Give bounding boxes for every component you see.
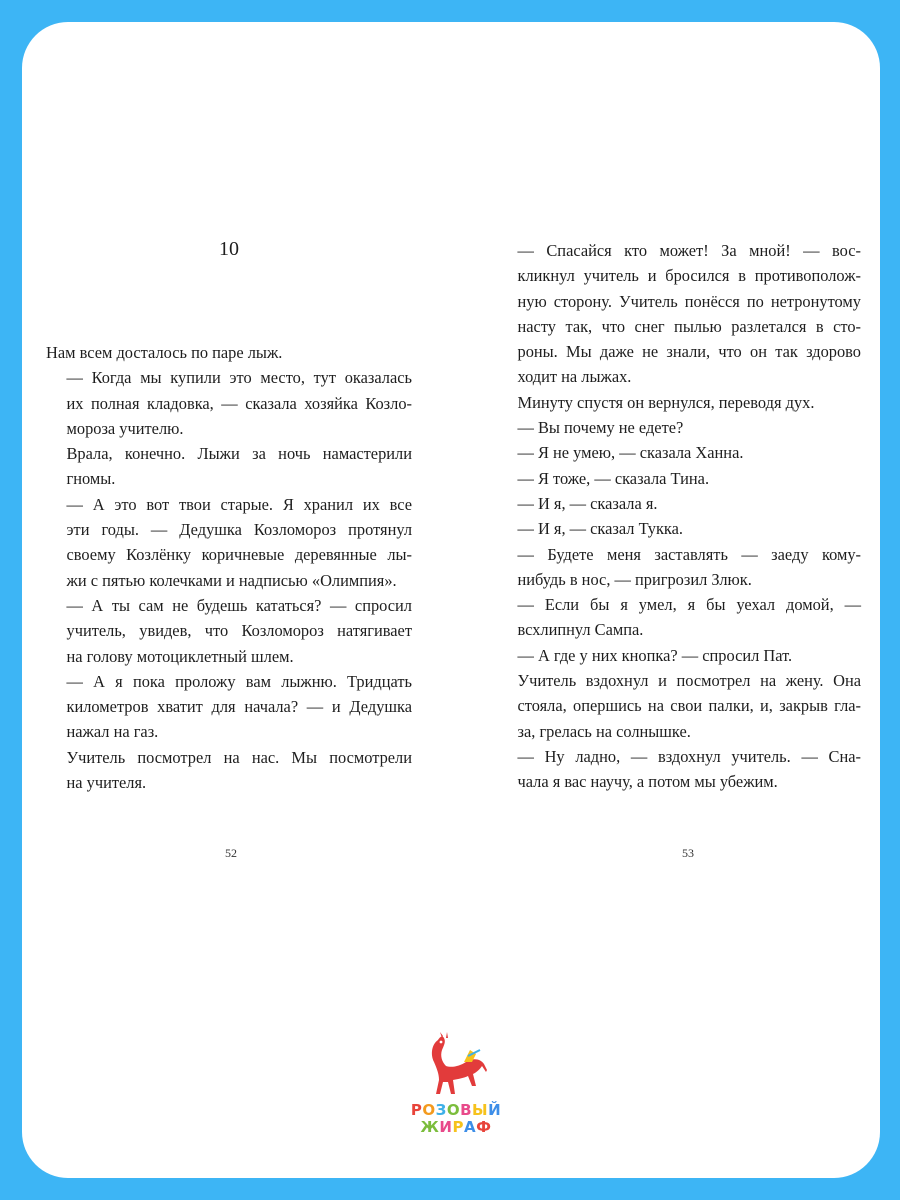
text-line: — А это вот твои старые. Я хранил их все [66, 494, 412, 514]
publisher-logo [406, 1032, 506, 1142]
paragraph [46, 745, 412, 796]
left-page-text [46, 340, 412, 795]
text-line: — Ну ладно, — вздохнул учитель. — Сна- [517, 746, 861, 766]
text-line: — И я, — сказала я. [517, 493, 658, 513]
text-line: нажал на газ. [66, 722, 159, 742]
text-line: своему Козлёнку коричневые деревянные лы- [66, 545, 412, 565]
text-line: на учителя. [66, 773, 147, 793]
text-line: — А ты сам не будешь кататься? — спросил [66, 595, 412, 615]
paragraph [497, 440, 861, 465]
paragraph [497, 390, 861, 415]
text-line: — А я пока проложу вам лыжню. Тридцать [66, 671, 412, 691]
text-line: насту так, что снег пылью разлетался в сто- [517, 316, 861, 336]
text-line: ную сторону. Учитель понёсся по нетронутому [517, 291, 861, 311]
text-line: — Вы почему не едете? [517, 418, 684, 438]
paragraph [497, 592, 861, 643]
paragraph [46, 593, 412, 669]
right-page-text [497, 238, 861, 795]
page-number-left: 52 [225, 846, 237, 860]
text-line: — Я не умею, — сказала Ханна. [517, 443, 744, 463]
text-line: кликнул учитель и бросился в противополож- [517, 266, 861, 286]
text-line: эти годы. — Дедушка Козломороз протянул [66, 520, 412, 540]
logo-text-line1: РОЗОВЫЙ [410, 1101, 502, 1119]
text-line: — Я тоже, — сказала Тина. [517, 468, 710, 488]
text-line: — А где у них кнопка? — спросил Пат. [517, 645, 793, 665]
text-line: учитель, увидев, что Козломороз натягивает [66, 621, 412, 641]
paragraph [497, 238, 861, 390]
text-line: всхлипнул Сампа. [517, 620, 644, 640]
text-line: нибудь в нос, — пригрозил Злюк. [517, 569, 752, 589]
text-line: Учитель вздохнул и посмотрел на жену. Она [517, 671, 861, 691]
paragraph [497, 643, 861, 668]
paragraph [46, 669, 412, 745]
text-line: мороза учителю. [66, 418, 184, 438]
text-line: — И я, — сказал Тукка. [517, 519, 684, 539]
paragraph [497, 542, 861, 593]
text-line: — Если бы я умел, я бы уехал домой, — [517, 595, 861, 615]
page-number-right: 53 [682, 846, 694, 860]
paragraph [497, 668, 861, 744]
paragraph [497, 491, 861, 516]
text-line: ходит на лыжах. [517, 367, 632, 387]
chapter-number: 10 [219, 238, 239, 260]
text-line: Учитель посмотрел на нас. Мы посмотрели [66, 747, 412, 767]
text-line: километров хватит для начала? — и Дедушка [66, 697, 412, 717]
paragraph [46, 365, 412, 441]
text-line: гномы. [66, 469, 116, 489]
giraffe-icon [424, 1032, 488, 1100]
text-line: за, грелась на солнышке. [517, 721, 691, 741]
text-line: чала я вас научу, а потом мы убежим. [517, 772, 778, 792]
logo-text-line2: ЖИРАФ [420, 1118, 492, 1136]
text-line: — Будете меня заставлять — заеду кому- [517, 544, 861, 564]
paragraph [46, 492, 412, 593]
paragraph [497, 466, 861, 491]
book-spread [22, 22, 880, 1178]
paragraph [46, 441, 412, 492]
text-line: — Спасайся кто может! За мной! — вос- [517, 241, 861, 260]
text-line: Нам всем досталось по паре лыж. [46, 343, 283, 362]
paragraph [497, 516, 861, 541]
paragraph [497, 415, 861, 440]
text-line: на голову мотоциклетный шлем. [66, 646, 294, 666]
text-line: жи с пятью колечками и надписью «Олимпия». [66, 570, 397, 590]
text-line: Минуту спустя он вернулся, переводя дух. [517, 392, 815, 412]
paragraph [46, 340, 412, 365]
text-line: Врала, конечно. Лыжи за ночь намастерили [66, 444, 412, 464]
text-line: их полная кладовка, — сказала хозяйка Козло- [66, 393, 412, 413]
paragraph [497, 744, 861, 795]
text-line: роны. Мы даже не знали, что он так здорово [517, 342, 861, 362]
text-line: — Когда мы купили это место, тут оказалась [66, 368, 412, 388]
text-line: стояла, опершись на свои палки, и, закрыв гла- [517, 696, 861, 716]
